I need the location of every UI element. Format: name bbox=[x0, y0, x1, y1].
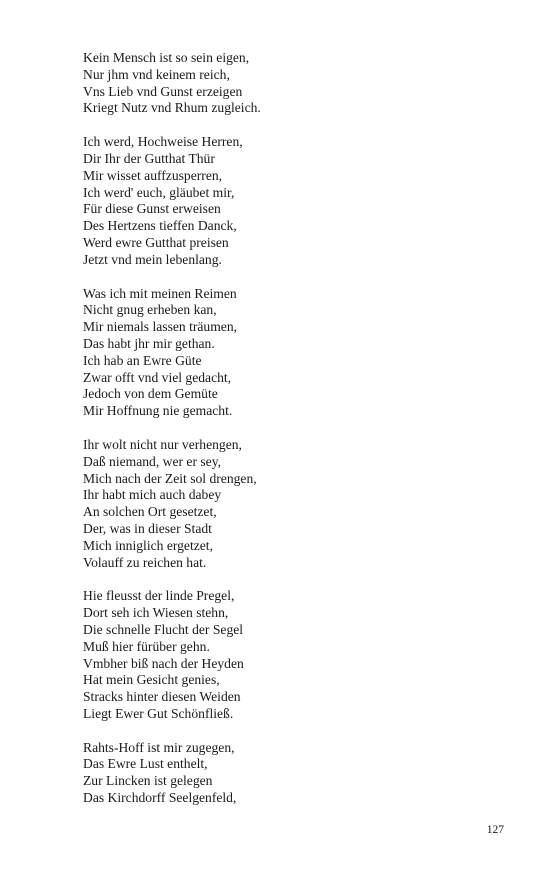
stanza-3 bbox=[83, 286, 503, 420]
verse-line: Dort seh ich Wiesen stehn, bbox=[83, 605, 229, 621]
verse-line: Volauff zu reichen hat. bbox=[83, 554, 207, 570]
verse-line: Zur Lincken ist gelegen bbox=[83, 773, 213, 789]
page-number: 127 bbox=[486, 824, 504, 836]
verse-line: Das Ewre Lust enthelt, bbox=[83, 756, 208, 772]
verse-line: Des Hertzens tieffen Danck, bbox=[83, 218, 237, 234]
verse-line: Der, was in dieser Stadt bbox=[83, 520, 212, 536]
stanza-1 bbox=[83, 50, 503, 117]
verse-line: Mich nach der Zeit sol drengen, bbox=[83, 470, 257, 486]
verse-line: Hie fleusst der linde Pregel, bbox=[83, 588, 235, 604]
verse-line: Zwar offt vnd viel gedacht, bbox=[83, 369, 232, 385]
verse-line: Werd ewre Gutthat preisen bbox=[83, 234, 229, 250]
verse-line: Ihr wolt nicht nur verhengen, bbox=[83, 436, 242, 452]
verse-line: Kein Mensch ist so sein eigen, bbox=[83, 50, 250, 65]
verse-line: Muß hier fürüber gehn. bbox=[83, 638, 210, 654]
verse-line: Liegt Ewer Gut Schönfließ. bbox=[83, 705, 234, 721]
verse-line: Daß niemand, wer er sey, bbox=[83, 453, 222, 469]
verse-line: Mir Hoffnung nie gemacht. bbox=[83, 403, 233, 419]
verse-line: Ich werd' euch, gläubet mir, bbox=[83, 184, 235, 200]
verse-line: Rahts-Hoff ist mir zugegen, bbox=[83, 739, 235, 755]
verse-line: Die schnelle Flucht der Segel bbox=[83, 621, 244, 637]
stanza-6 bbox=[83, 740, 503, 807]
stanza-5 bbox=[83, 588, 503, 722]
verse-line: Kriegt Nutz vnd Rhum zugleich. bbox=[83, 100, 261, 116]
verse-line: Ihr habt mich auch dabey bbox=[83, 487, 222, 503]
verse-line: Vns Lieb vnd Gunst erzeigen bbox=[83, 83, 243, 99]
verse-line: Mir niemals lassen träumen, bbox=[83, 319, 238, 335]
verse-line: Nur jhm vnd keinem reich, bbox=[83, 66, 230, 82]
verse-line: Stracks hinter diesen Weiden bbox=[83, 689, 241, 705]
verse-line: Das habt jhr mir gethan. bbox=[83, 335, 215, 351]
verse-line: Für diese Gunst erweisen bbox=[83, 201, 221, 217]
verse-line: Jedoch von dem Gemüte bbox=[83, 386, 218, 402]
verse-line: Nicht gnug erheben kan, bbox=[83, 302, 217, 318]
verse-line: Mich inniglich ergetzet, bbox=[83, 537, 213, 553]
verse-line: Dir Ihr der Gutthat Thür bbox=[83, 150, 215, 166]
verse-line: Das Kirchdorff Seelgenfeld, bbox=[83, 790, 237, 806]
verse-line: Jetzt vnd mein lebenlang. bbox=[83, 251, 222, 267]
verse-line: Ich hab an Ewre Güte bbox=[83, 352, 202, 368]
verse-line: Mir wisset auffzusperren, bbox=[83, 167, 223, 183]
verse-line: Hat mein Gesicht genies, bbox=[83, 672, 220, 688]
stanza-4 bbox=[83, 437, 503, 571]
verse-line: Ich werd, Hochweise Herren, bbox=[83, 134, 243, 150]
verse-line: An solchen Ort gesetzet, bbox=[83, 504, 217, 520]
stanza-2 bbox=[83, 134, 503, 268]
verse-line: Vmbher biß nach der Heyden bbox=[83, 655, 244, 671]
poem-body bbox=[83, 50, 503, 824]
verse-line: Was ich mit meinen Reimen bbox=[83, 285, 237, 301]
